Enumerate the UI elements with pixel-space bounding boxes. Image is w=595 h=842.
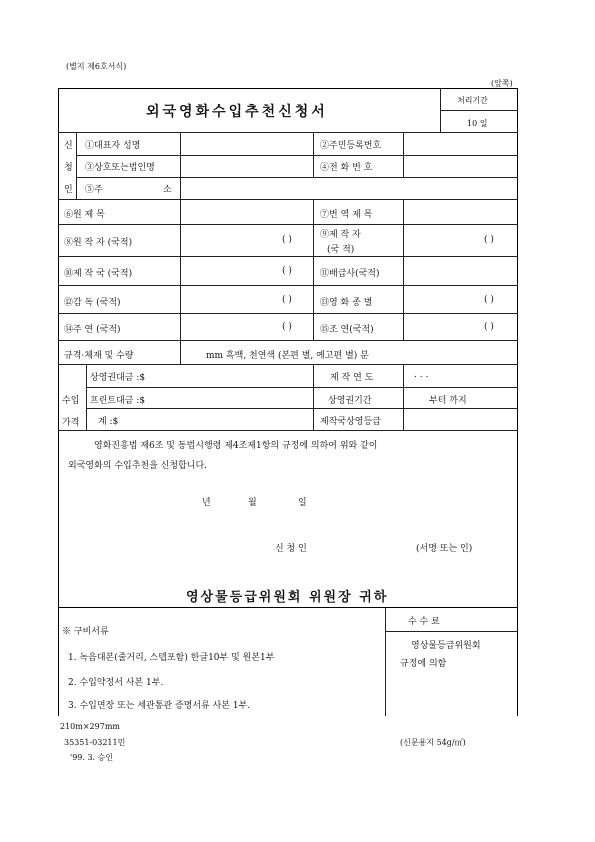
address-field[interactable]: [188, 180, 513, 196]
processing-period-label: 처리기간: [457, 96, 488, 105]
applicant-group-char: 청: [64, 163, 73, 173]
line: [86, 364, 87, 430]
resident-no-label: ②주민등록번호: [320, 141, 382, 151]
translated-title-label: ⑦번 역 제 목: [320, 210, 373, 220]
paper-spec: (신문용지 54g/㎡): [400, 738, 466, 747]
support-actor-nationality: ( ): [484, 322, 494, 332]
rep-name-label: ①대표자 성명: [85, 141, 141, 151]
production-year-value: . . .: [414, 370, 429, 380]
line: [58, 364, 518, 365]
line: [58, 607, 518, 608]
processing-mid-line: [440, 110, 517, 111]
applicant-group-char: 인: [64, 185, 73, 195]
date-year: 년: [202, 498, 211, 508]
line: [58, 313, 518, 314]
rights-fee-label: 상영권대금 :$: [90, 373, 146, 383]
address-label-end: 소: [163, 185, 172, 195]
paper-size: 210m×297mm: [60, 722, 120, 731]
document-item: 1. 녹음대본(줄거리, 스텝포함) 한글10부 및 원본1부: [68, 653, 275, 663]
statement-line-1: 영화진흥법 제6조 및 동법시행령 제4조제1항의 규정에 의하여 위와 같이: [94, 441, 378, 451]
print-fee-label: 프린트대금 :$: [90, 396, 146, 406]
frame-right: [517, 88, 518, 716]
author-nationality: ( ): [282, 235, 292, 245]
genre-label: ⑬영 화 종 별: [320, 298, 373, 308]
director-label: ⑫감 독 (국적): [64, 298, 121, 308]
form-reference: (별지 제6호서식): [66, 62, 127, 71]
line: [385, 607, 386, 716]
document-item: 3. 수입면장 또는 세관통관 증명서류 사본 1부.: [68, 701, 251, 711]
phone-field[interactable]: [408, 158, 513, 174]
processing-period-value: 10 일: [467, 119, 488, 128]
spec-label: 규격·체재 및 수량: [64, 351, 134, 361]
form-code: 35351-03211민: [64, 738, 126, 747]
resident-no-field[interactable]: [408, 136, 513, 152]
sign-or-seal: (서명 또는 인): [416, 544, 473, 554]
author-label: ⑧원 작 자 (국적): [64, 238, 133, 248]
price-group-label: 수입: [62, 396, 80, 406]
applicant-group-char: 신: [64, 141, 73, 151]
producer-nationality: ( ): [484, 235, 494, 245]
line: [58, 256, 518, 257]
line: [58, 224, 518, 225]
line: [86, 408, 518, 409]
addressee: 영상물등급위원회 위원장 귀하: [186, 590, 389, 605]
line: [403, 364, 404, 430]
line: [313, 199, 314, 340]
address-label: ⑤주: [85, 185, 103, 195]
director-nationality: ( ): [282, 295, 292, 305]
approval-date: '99. 3. 승인: [70, 753, 114, 762]
page-side-label: (앞쪽): [491, 79, 513, 88]
applicant-sign-label: 신 청 인: [275, 544, 307, 554]
form-title: 외국영화수입추천신청서: [146, 104, 328, 120]
line: [58, 199, 518, 200]
spec-value: mm 흑백, 천연색 (본편 별, 예고편 별) 분: [206, 351, 369, 361]
genre-value: ( ): [484, 295, 494, 305]
producer-label: ⑨제 작 자: [320, 230, 361, 240]
line: [403, 132, 404, 178]
total-label: 계 :$: [98, 417, 119, 427]
statement-line-2: 외국영화의 수입추천을 신청합니다.: [68, 461, 207, 471]
line: [76, 132, 77, 199]
rating-field[interactable]: [408, 411, 513, 427]
original-title-label: ⑥원 제 목: [64, 210, 105, 220]
lead-actor-label: ⑭주 연 (국적): [64, 325, 121, 335]
phone-label: ④전 화 번 호: [320, 163, 373, 173]
line: [58, 285, 518, 286]
fee-note-line-1: 영상물등급위원회: [411, 641, 481, 651]
frame-top: [58, 88, 518, 89]
line: [313, 364, 314, 430]
line: [180, 132, 181, 200]
rep-name-field[interactable]: [188, 136, 308, 152]
fee-label: 수 수 료: [408, 617, 440, 627]
company-field[interactable]: [188, 158, 308, 174]
screening-period-value: 부터 까지: [429, 396, 467, 406]
date-day: 일: [298, 498, 307, 508]
price-group-label: 가격: [62, 418, 80, 428]
line: [313, 132, 314, 178]
rating-label: 제작국상영등급: [320, 417, 381, 427]
line: [403, 199, 404, 340]
original-title-field[interactable]: [186, 204, 308, 220]
applicant-sign-field[interactable]: [340, 536, 410, 554]
country-label: ⑩제 작 국 (국적): [64, 269, 133, 279]
distributor-label: ⑪배급사(국적): [320, 269, 380, 279]
line: [58, 132, 518, 133]
line: [76, 155, 518, 156]
support-actor-label: ⑮조 연(국적): [320, 325, 374, 335]
line: [385, 631, 518, 632]
distributor-field[interactable]: [408, 262, 513, 278]
company-label: ③상호또는법인명: [85, 163, 155, 173]
documents-header: ※ 구비서류: [62, 627, 109, 637]
line: [180, 340, 181, 364]
line: [76, 177, 518, 178]
document-item: 2. 수입약정서 사본 1부.: [68, 678, 164, 688]
date-month: 월: [248, 498, 257, 508]
line: [86, 387, 518, 388]
country-nationality: ( ): [282, 266, 292, 276]
translated-title-field[interactable]: [408, 204, 513, 220]
line: [58, 340, 518, 341]
production-year-label: 제 작 연 도: [330, 373, 374, 383]
frame-left: [58, 88, 59, 716]
line: [180, 199, 181, 340]
lead-actor-nationality: ( ): [282, 322, 292, 332]
fee-note-line-2: 규정에 의함: [400, 659, 447, 669]
producer-label-nationality: (국 적): [327, 245, 355, 255]
screening-period-label: 상영권기간: [328, 396, 372, 406]
line: [58, 430, 518, 431]
